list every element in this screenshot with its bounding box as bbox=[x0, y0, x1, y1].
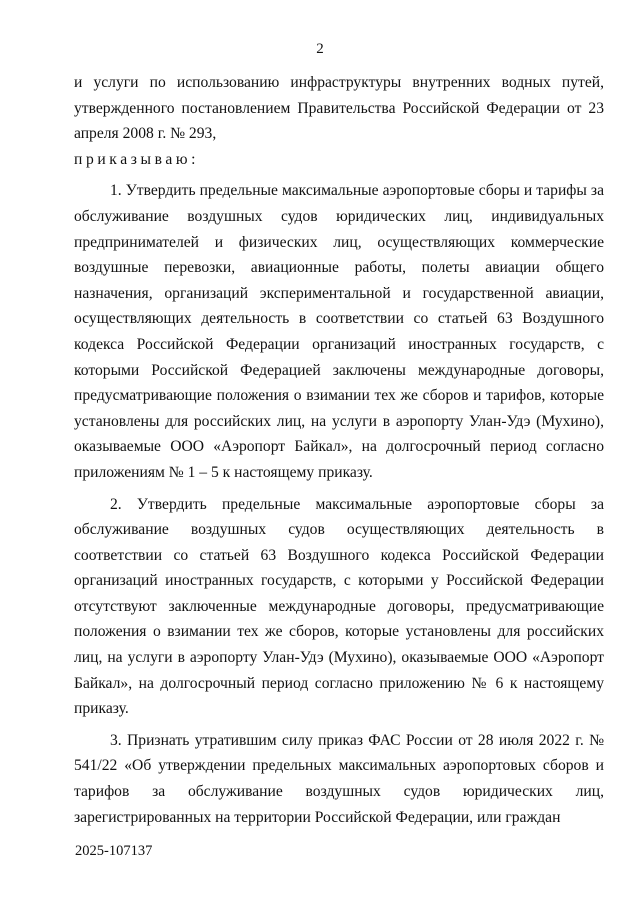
document-body bbox=[74, 70, 604, 830]
item-1-paragraph: 1. Утвердить предельные максимальные аэропортовые сборы и тарифы за обслуживание воздушных судов юридических лиц, индивидуальных предпринимателей и физических лиц, осуществляющих коммерческие воздушные перевозки, авиационные работы, полеты авиации общего назначения, организаций экспериментальной и государственной авиации, осуществляющих деятельность в соответствии со статьей 63 Воздушного кодекса Российской Федерации организаций иностранных государств, с которыми Российской Федерацией заключены международные договоры, предусматривающие положения о взимании тех же сборов и тарифов, которые установлены для российских лиц, на услуги в аэропорту Улан-Удэ (Мухино), оказываемые ООО «Аэропорт Байкал», на долгосрочный период согласно приложениям № 1 – 5 к настоящему приказу. bbox=[74, 182, 604, 481]
page-number: 2 bbox=[316, 41, 324, 57]
intro-paragraph: и услуги по использованию инфраструктуры внутренних водных путей, утвержденного постановлением Правительства Российской Федерации от 23 апреля 2008 г. № 293, bbox=[74, 74, 604, 143]
document-code: 2025-107137 bbox=[75, 843, 153, 859]
order-heading: приказываю: bbox=[74, 150, 200, 168]
item-3-paragraph: 3. Признать утратившим силу приказ ФАС России от 28 июля 2022 г. № 541/22 «Об утверждении предельных максимальных аэропортовых сборов и тарифов за обслуживание воздушных судов юридических лиц, зарегистрированных на территории Российской Федерации, или граждан bbox=[74, 731, 604, 826]
item-2-paragraph: 2. Утвердить предельные максимальные аэропортовые сборы за обслуживание воздушных судов осуществляющих деятельность в соответствии со статьей 63 Воздушного кодекса Российской Федерации организаций иностранных государств, с которыми у Российской Федерации отсутствуют заключенные международные договоры, предусматривающие положения о взимании тех же сборов, которые установлены для российских лиц, на услуги в аэропорту Улан-Удэ (Мухино), оказываемые ООО «Аэропорт Байкал», на долгосрочный период согласно приложению № 6 к настоящему приказу. bbox=[74, 495, 604, 718]
